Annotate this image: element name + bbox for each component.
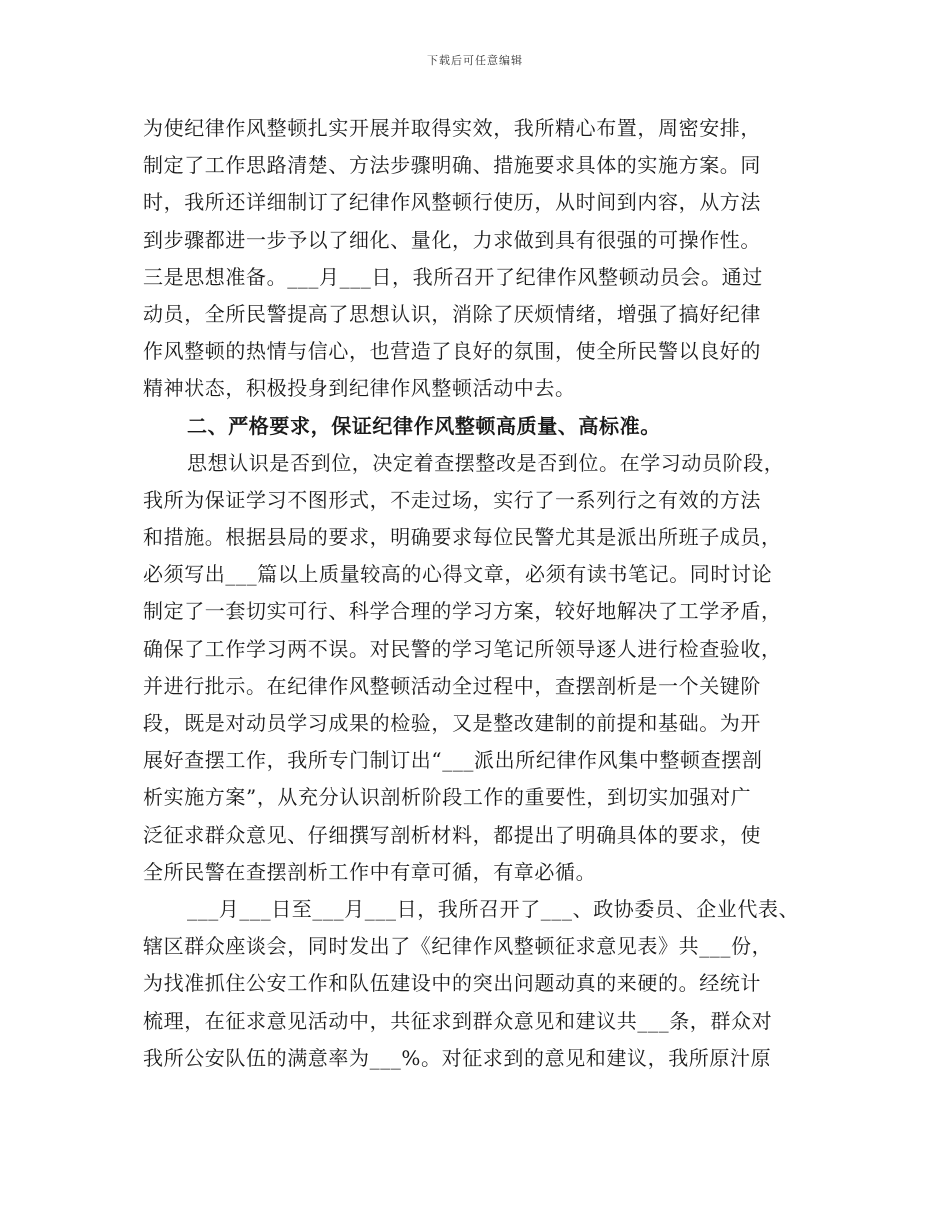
text-line: 动员，全所民警提高了思想认识，消除了厌烦情绪，增强了搞好纪律 — [143, 301, 761, 326]
document-body — [143, 110, 823, 1077]
text-line: 精神状态，积极投身到纪律作风整顿活动中去。 — [143, 376, 576, 401]
text-line: 我所公安队伍的满意率为___%。对征求到的意见和建议，我所原汁原 — [143, 1045, 772, 1070]
text-line: 为找准抓住公安工作和队伍建设中的突出问题动真的来硬的。经统计 — [143, 971, 761, 996]
text-line: 辖区群众座谈会，同时发出了《纪律作风整顿征求意见表》共___份， — [143, 934, 773, 959]
text-line: 为使纪律作风整顿扎实开展并取得实效，我所精心布置，周密安排， — [143, 116, 761, 140]
text-line: 展好查摆工作，我所专门制订出“___派出所纪律作风集中整顿查摆剖 — [143, 748, 763, 773]
text-line: ___月___日至___月___日，我所召开了___、政协委员、企业代表、 — [187, 896, 800, 921]
text-line: 泛征求群众意见、仔细撰写剖析材料，都提出了明确具体的要求，使 — [143, 822, 761, 847]
text-line: 三是思想准备。___月___日，我所召开了纪律作风整顿动员会。通过 — [143, 264, 763, 289]
text-line: 作风整顿的热情与信心，也营造了良好的氛围，使全所民警以良好的 — [143, 339, 761, 364]
text-line: 制定了工作思路清楚、方法步骤明确、措施要求具体的实施方案。同 — [143, 153, 761, 178]
text-line: 并进行批示。在纪律作风整顿活动全过程中，查摆剖析是一个关键阶 — [143, 673, 761, 698]
page-header: 下载后可任意编辑 — [427, 54, 523, 67]
text-line: 全所民警在查摆剖析工作中有章可循，有章必循。 — [143, 859, 597, 884]
text-line: 梳理，在征求意见活动中，共征求到群众意见和建议共___条，群众对 — [143, 1008, 773, 1033]
text-line: 制定了一套切实可行、科学合理的学习方案，较好地解决了工学矛盾， — [143, 599, 782, 624]
text-line: 析实施方案”，从充分认识剖析阶段工作的重要性，到切实加强对广 — [143, 785, 752, 810]
text-line: 确保了工作学习两不误。对民警的学习笔记所领导逐人进行检查验收， — [143, 636, 782, 661]
section-heading: 二、严格要求，保证纪律作风整顿高质量、高标准。 — [187, 413, 661, 438]
text-line: 必须写出___篇以上质量较高的心得文章，必须有读书笔记。同时讨论 — [143, 562, 773, 587]
text-line: 我所为保证学习不图形式，不走过场，实行了一系列行之有效的方法 — [143, 487, 761, 512]
text-line: 时，我所还详细制订了纪律作风整顿行使历，从时间到内容，从方法 — [143, 190, 761, 215]
text-line: 到步骤都进一步予以了细化、量化，力求做到具有很强的可操作性。 — [143, 227, 761, 252]
text-line: 思想认识是否到位，决定着查摆整改是否到位。在学习动员阶段， — [187, 450, 785, 475]
text-line: 段，既是对动员学习成果的检验，又是整改建制的前提和基础。为开 — [143, 711, 761, 735]
text-line: 和措施。根据县局的要求，明确要求每位民警尤其是派出所班子成员， — [143, 525, 782, 550]
